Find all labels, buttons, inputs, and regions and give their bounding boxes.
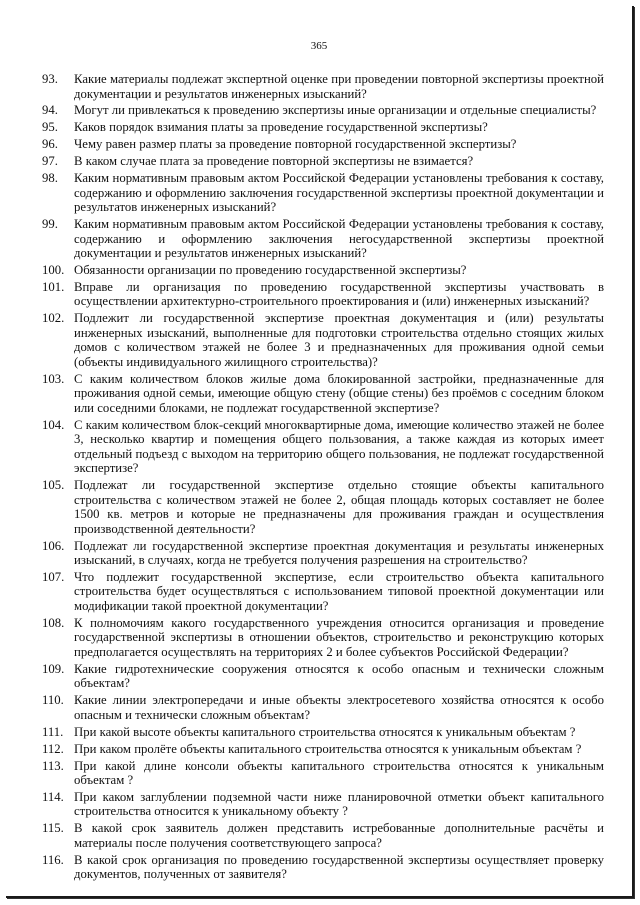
question-text: Какие гидротехнические сооружения относятся к особо опасным и технически сложным объектам? <box>74 661 604 691</box>
question-text: Чему равен размер платы за проведение повторной государственной экспертизы? <box>74 137 517 152</box>
question-number: 100. <box>42 262 65 277</box>
question-item <box>42 742 604 757</box>
question-text: С каким количеством блок-секций многоквартирные дома, имеющие количество этажей не более 3, несколько квартир и помещения общего пользования, а также каждая из которых имеет отдельный подъезд с выходом на территорию общего пользования, не подлежат государственной экспертизе? <box>74 417 604 476</box>
question-item <box>42 693 604 722</box>
question-item <box>42 616 604 660</box>
question-item <box>42 103 604 118</box>
question-number: 101. <box>42 279 65 294</box>
question-number: 116. <box>42 852 64 867</box>
question-number: 112. <box>42 741 64 756</box>
question-number: 114. <box>42 789 64 804</box>
question-item <box>42 372 604 416</box>
question-text: При каком пролёте объекты капитального строительства относятся к уникальным объектам ? <box>74 741 582 756</box>
question-item <box>42 570 604 614</box>
question-text: Могут ли привлекаться к проведению экспертизы иные организации и отдельные специалисты? <box>74 103 597 118</box>
question-item <box>42 418 604 476</box>
question-number: 98. <box>42 171 58 186</box>
question-list <box>42 72 604 884</box>
question-text: В какой срок организация по проведению государственной экспертизы осуществляет проверку документов, полученных от заявителя? <box>74 852 604 882</box>
question-item <box>42 725 604 740</box>
question-text: Подлежит ли государственной экспертизе проектная документация и (или) результаты инженерных изысканий, выполненные для подготовки строительства отдельно стоящих жилых домов с количеством этажей не более 3 и предназначенных для проживания одной семьи (объекты индивидуального жилищного строительства)? <box>74 311 604 369</box>
question-text: Каким нормативным правовым актом Российской Федерации установлены требования к составу, содержанию и оформлению заключения негосударственной экспертизы проектной документации и результатов инженерных изысканий? <box>74 216 604 261</box>
question-number: 94. <box>42 103 58 118</box>
question-text: При какой длине консоли объекты капитального строительства относятся к уникальным объектам ? <box>74 758 604 788</box>
question-text: Подлежат ли государственной экспертизе проектная документация и результаты инженерных изысканий, в случаях, когда не требуется получения разрешения на строительство? <box>74 538 604 568</box>
question-number: 105. <box>42 478 65 493</box>
question-item <box>42 311 604 369</box>
question-item <box>42 821 604 850</box>
question-number: 106. <box>42 538 65 553</box>
question-item <box>42 154 604 169</box>
document-page <box>6 6 634 898</box>
question-text: При каком заглублении подземной части ниже планировочной отметки объект капитального строительства относится к уникальному объекту ? <box>74 789 604 819</box>
question-item <box>42 478 604 536</box>
question-number: 93. <box>42 72 58 86</box>
question-number: 96. <box>42 137 58 152</box>
question-text: К полномочиям какого государственного учреждения относится организация и проведение государственной экспертизы в отношении объектов, строительство и реконструкцию которых предполагается осуществлять на территориях 2 и более субъектов Российской Федерации? <box>74 615 604 659</box>
question-text: Вправе ли организация по проведению государственной экспертизы участвовать в осуществлении архитектурно-строительного проектирования и (или) инженерных изысканий? <box>74 279 604 309</box>
question-item <box>42 171 604 215</box>
question-number: 109. <box>42 661 65 676</box>
question-number: 115. <box>42 821 64 836</box>
page-number: 365 <box>310 40 328 52</box>
question-text: При какой высоте объекты капитального строительства относятся к уникальным объектам ? <box>74 724 576 739</box>
question-number: 99. <box>42 216 58 231</box>
question-item <box>42 280 604 309</box>
question-item <box>42 137 604 152</box>
question-item <box>42 539 604 568</box>
question-item <box>42 790 604 819</box>
question-number: 113. <box>42 758 64 773</box>
question-text: В какой срок заявитель должен представить истребованные дополнительные расчёты и материалы после получения соответствующего запроса? <box>74 821 604 850</box>
question-number: 103. <box>42 371 65 386</box>
question-item <box>42 662 604 691</box>
question-number: 97. <box>42 154 58 169</box>
question-text: С каким количеством блоков жилые дома блокированной застройки, предназначенные для проживания одной семьи, имеющие общую стену (общие стены) без проёмов с соседним блоком или соседними блоками, не подлежат государственной экспертизе? <box>74 371 604 415</box>
question-text: Обязанности организации по проведению государственной экспертизы? <box>74 262 467 277</box>
question-number: 102. <box>42 311 65 326</box>
question-text: Что подлежит государственной экспертизе, если строительство объекта капитального строительства будет осуществляться с использованием типовой проектной документации или модификации такой проектной документации? <box>74 569 604 613</box>
question-text: Какие линии электропередачи и иные объекты электросетевого хозяйства относятся к особо опасным и технически сложным объектам? <box>74 693 604 722</box>
question-text: Какие материалы подлежат экспертной оценке при проведении повторной экспертизы проектной документации и результатов инженерных изысканий? <box>74 72 604 101</box>
question-item <box>42 853 604 882</box>
question-item <box>42 72 604 101</box>
question-text: Подлежат ли государственной экспертизе отдельно стоящие объекты капитального строительства с количеством этажей не более 2, общая площадь которых составляет не более 1500 кв. метров и которые не предназначены для проживания граждан и осуществления производственной деятельности? <box>74 478 604 536</box>
question-number: 104. <box>42 417 65 432</box>
question-item <box>42 120 604 135</box>
question-number: 111. <box>42 724 64 739</box>
question-text: В каком случае плата за проведение повторной экспертизы не взимается? <box>74 154 474 169</box>
question-number: 107. <box>42 569 65 584</box>
question-number: 95. <box>42 120 58 135</box>
question-item <box>42 263 604 278</box>
question-text: Каким нормативным правовым актом Российской Федерации установлены требования к составу, содержанию и оформлению заключения государственной экспертизы проектной документации и результатов инженерных изысканий? <box>74 171 604 215</box>
question-item <box>42 759 604 788</box>
question-text: Каков порядок взимания платы за проведение государственной экспертизы? <box>74 120 488 135</box>
question-number: 108. <box>42 615 65 630</box>
question-item <box>42 217 604 261</box>
question-number: 110. <box>42 693 64 708</box>
